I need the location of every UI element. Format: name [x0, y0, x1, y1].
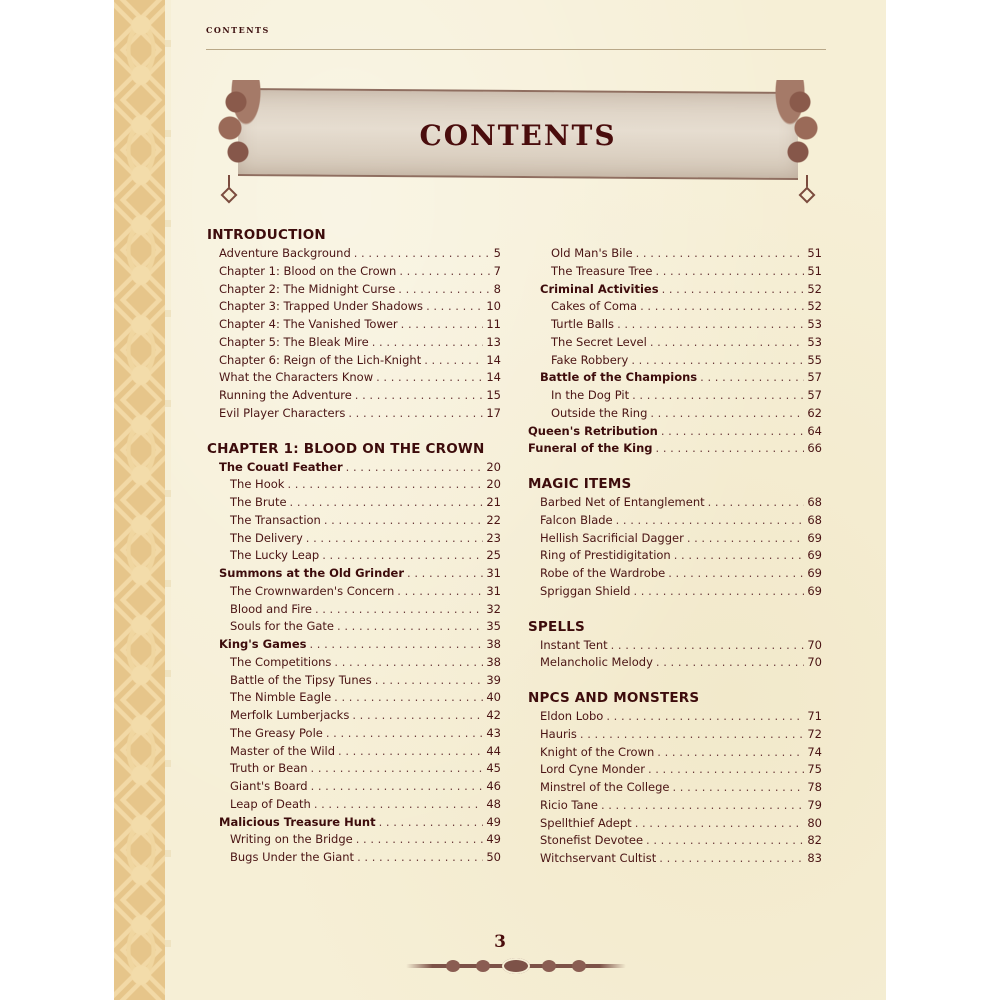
dot-leader [375, 672, 484, 690]
left-pendant-icon [228, 175, 230, 191]
toc-entry-the-brute[interactable] [207, 494, 501, 512]
toc-entry-criminal-activities[interactable] [528, 281, 822, 299]
toc-right-column [528, 245, 822, 868]
toc-entry-falcon-blade[interactable] [528, 512, 822, 530]
dot-leader [640, 298, 804, 316]
toc-entry-page: 25 [486, 548, 501, 563]
toc-entry-label: King's Games [219, 637, 307, 651]
toc-entry-label: Hauris [540, 726, 577, 741]
section-spacer [207, 423, 501, 440]
toc-entry-page: 8 [493, 281, 501, 296]
toc-entry-label: Evil Player Characters [219, 405, 346, 420]
toc-entry-page: 20 [486, 459, 501, 474]
toc-entry-page: 69 [807, 530, 822, 545]
toc-entry-page: 69 [807, 566, 822, 580]
dot-leader [311, 760, 484, 778]
toc-entry-label: Stonefist Devotee [540, 833, 644, 848]
toc-entry-label: Eldon Lobo [540, 709, 604, 723]
dot-leader [426, 298, 483, 316]
dot-leader [287, 476, 483, 494]
toc-entry-merfolk-lumberjacks[interactable] [207, 707, 501, 725]
toc-entry-page: 70 [807, 655, 822, 670]
toc-entry-page: 31 [486, 583, 501, 598]
dot-leader [655, 263, 804, 281]
toc-entry-page: 45 [486, 761, 501, 776]
dot-leader [668, 565, 804, 583]
dot-leader [352, 707, 483, 725]
dot-leader [648, 761, 804, 779]
toc-entry-label: Running the Adventure [219, 388, 352, 402]
dot-leader [337, 618, 483, 636]
dot-leader [334, 689, 483, 707]
toc-entry-melancholic-melody[interactable] [528, 654, 822, 672]
dot-leader [348, 405, 483, 423]
toc-entry-label: The Lucky Leap [230, 548, 320, 563]
toc-entry-label: Adventure Background [219, 246, 351, 260]
dot-leader [632, 387, 804, 405]
page-title: contents [419, 108, 617, 155]
dot-leader [315, 601, 483, 619]
dot-leader [601, 797, 804, 815]
toc-entry-label: Cakes of Coma [551, 299, 638, 314]
toc-entry-page: 72 [807, 726, 822, 741]
toc-entry-queen-s-retribution[interactable] [528, 423, 822, 441]
toc-entry-stonefist-devotee[interactable] [528, 832, 822, 850]
toc-entry-page: 40 [486, 690, 501, 705]
toc-entry-knight-of-the-crown[interactable] [528, 744, 822, 762]
dot-leader [687, 530, 805, 548]
toc-entry-turtle-balls[interactable] [528, 316, 822, 334]
toc-entry-souls-for-the-gate[interactable] [207, 618, 501, 636]
toc-entry-page: 69 [807, 583, 822, 598]
dot-leader [306, 530, 484, 548]
toc-entry-funeral-of-the-king[interactable] [528, 440, 822, 458]
dot-leader [346, 459, 484, 477]
toc-entry-label: Battle of the Champions [540, 370, 698, 385]
toc-entry-label: Barbed Net of Entanglement [540, 495, 705, 509]
toc-entry-page: 69 [807, 548, 822, 563]
toc-entry-page: 52 [807, 299, 822, 314]
toc-entry-label: Queen's Retribution [528, 423, 658, 438]
toc-entry-label: The Greasy Pole [230, 725, 323, 740]
toc-entry-label: The Treasure Tree [551, 263, 653, 278]
dot-leader [656, 440, 805, 458]
dot-leader [650, 405, 804, 423]
toc-entry-label: Hellish Sacrificial Dagger [540, 530, 684, 545]
toc-entry-bugs-under-the-giant[interactable] [207, 849, 501, 867]
section-spacer [528, 672, 822, 689]
toc-entry-label: Ricio Tane [540, 797, 598, 812]
dot-leader [633, 583, 804, 601]
toc-entry-outside-the-ring[interactable] [528, 405, 822, 423]
toc-entry-the-greasy-pole[interactable] [207, 725, 501, 743]
toc-entry-hauris[interactable] [528, 726, 822, 744]
toc-entry-the-delivery[interactable] [207, 530, 501, 548]
toc-entry-label: Knight of the Crown [540, 744, 655, 759]
dot-leader [397, 583, 483, 601]
dot-leader [356, 831, 484, 849]
dot-leader [379, 814, 484, 832]
toc-entry-adventure-background[interactable] [207, 245, 501, 263]
toc-entry-page: 11 [486, 317, 501, 331]
toc-entry-evil-player-characters[interactable] [207, 405, 501, 423]
toc-entry-eldon-lobo[interactable] [528, 708, 822, 726]
dot-leader [580, 726, 804, 744]
dot-leader [672, 779, 804, 797]
toc-entry-label: Spellthief Adept [540, 815, 632, 830]
dot-leader [399, 263, 490, 281]
toc-entry-label: Merfolk Lumberjacks [230, 708, 350, 722]
toc-entry-page: 22 [486, 512, 501, 527]
toc-entry-label: Minstrel of the College [540, 780, 670, 794]
toc-entry-barbed-net-of-entanglement[interactable] [528, 494, 822, 512]
toc-entry-page: 43 [486, 725, 501, 740]
toc-entry-label: Turtle Balls [551, 317, 615, 331]
toc-entry-label: Chapter 4: The Vanished Tower [219, 317, 398, 331]
toc-entry-giant-s-board[interactable] [207, 778, 501, 796]
dot-leader [708, 494, 805, 512]
toc-left-column [207, 226, 501, 867]
section-heading-npcs-and-monsters[interactable]: NPCS AND MONSTERS [528, 690, 700, 706]
toc-entry-writing-on-the-bridge[interactable] [207, 831, 501, 849]
toc-entry-label: Bugs Under the Giant [230, 850, 355, 864]
dot-leader [338, 743, 483, 761]
toc-entry-battle-of-the-champions[interactable] [528, 369, 822, 387]
dot-leader [354, 245, 491, 263]
toc-entry-label: The Transaction [230, 512, 321, 527]
toc-entry-label: Funeral of the King [528, 441, 653, 456]
toc-entry-instant-tent[interactable] [528, 637, 822, 655]
toc-entry-fake-robbery[interactable] [528, 352, 822, 370]
toc-entry-truth-or-bean[interactable] [207, 760, 501, 778]
toc-entry-witchservant-cultist[interactable] [528, 850, 822, 868]
toc-entry-page: 51 [807, 246, 822, 260]
toc-entry-page: 57 [807, 370, 822, 385]
toc-entry-battle-of-the-tipsy-tunes[interactable] [207, 672, 501, 690]
running-head: contents [206, 22, 270, 36]
title-banner [206, 80, 830, 206]
toc-entry-label: Truth or Bean [230, 761, 308, 776]
right-pendant-icon [806, 175, 808, 191]
toc-entry-blood-and-fire[interactable] [207, 601, 501, 619]
toc-entry-page: 13 [486, 334, 501, 349]
toc-entry-page: 49 [486, 832, 501, 847]
toc-entry-page: 79 [807, 797, 822, 812]
toc-entry-page: 32 [486, 601, 501, 616]
dot-leader [700, 369, 804, 387]
toc-entry-page: 51 [807, 263, 822, 278]
dot-leader [616, 512, 805, 530]
dot-leader [617, 316, 804, 334]
dot-leader [309, 636, 483, 654]
section-heading-spells[interactable]: SPELLS [528, 618, 585, 635]
toc-entry-label: Ring of Prestidigitation [540, 548, 671, 563]
toc-entry-page: 31 [486, 566, 501, 580]
toc-entry-page: 53 [807, 317, 822, 331]
dot-leader [326, 725, 484, 743]
toc-entry-lord-cyne-monder[interactable] [528, 761, 822, 779]
toc-entry-the-lucky-leap[interactable] [207, 547, 501, 565]
toc-entry-page: 49 [486, 814, 501, 829]
toc-entry-label: The Nimble Eagle [230, 690, 332, 705]
toc-entry-label: Witchservant Cultist [540, 851, 657, 865]
dot-leader [311, 778, 484, 796]
toc-entry-page: 52 [807, 281, 822, 296]
toc-entry-label: Fake Robbery [551, 352, 629, 367]
toc-entry-page: 44 [486, 743, 501, 758]
dot-leader [657, 744, 804, 762]
toc-entry-the-crownwarden-s-concern[interactable] [207, 583, 501, 601]
toc-entry-minstrel-of-the-college[interactable] [528, 779, 822, 797]
dot-leader [662, 281, 805, 299]
toc-entry-label: Souls for the Gate [230, 619, 335, 634]
toc-entry-label: The Secret Level [551, 334, 647, 349]
toc-entry-page: 75 [807, 762, 822, 777]
toc-entry-chapter-5-the-bleak-mire[interactable] [207, 334, 501, 352]
toc-entry-label: The Hook [230, 477, 285, 492]
toc-entry-label: Malicious Treasure Hunt [219, 814, 376, 829]
toc-entry-label: The Couatl Feather [219, 459, 343, 474]
toc-entry-malicious-treasure-hunt[interactable] [207, 814, 501, 832]
toc-entry-what-the-characters-know[interactable] [207, 369, 501, 387]
dot-leader [376, 369, 483, 387]
toc-entry-label: Falcon Blade [540, 512, 613, 527]
toc-entry-label: Summons at the Old Grinder [219, 566, 405, 580]
toc-entry-page: 39 [486, 672, 501, 687]
toc-entry-label: Leap of Death [230, 796, 311, 811]
dot-leader [661, 423, 805, 441]
toc-entry-label: Robe of the Wardrobe [540, 566, 666, 580]
toc-entry-label: Instant Tent [540, 637, 608, 652]
toc-entry-page: 70 [807, 637, 822, 652]
dot-leader [401, 316, 484, 334]
toc-entry-spellthief-adept[interactable] [528, 815, 822, 833]
toc-entry-king-s-games[interactable] [207, 636, 501, 654]
toc-entry-label: Blood and Fire [230, 601, 312, 616]
toc-entry-label: Battle of the Tipsy Tunes [230, 672, 372, 687]
toc-entry-ricio-tane[interactable] [528, 797, 822, 815]
toc-entry-page: 48 [486, 796, 501, 811]
toc-entry-label: Chapter 3: Trapped Under Shadows [219, 299, 424, 314]
toc-entry-page: 71 [807, 709, 822, 723]
toc-entry-label: The Crownwarden's Concern [230, 583, 395, 598]
toc-entry-page: 57 [807, 388, 822, 402]
toc-entry-page: 53 [807, 334, 822, 349]
toc-entry-page: 82 [807, 833, 822, 848]
toc-entry-label: Outside the Ring [551, 405, 648, 420]
toc-entry-chapter-6-reign-of-the-lich-knight[interactable] [207, 352, 501, 370]
toc-entry-label: Lord Cyne Monder [540, 762, 645, 777]
toc-entry-page: 42 [486, 708, 501, 722]
dot-leader [636, 245, 805, 263]
toc-entry-label: The Competitions [230, 654, 332, 669]
toc-entry-page: 23 [486, 530, 501, 545]
header-rule [206, 49, 826, 50]
toc-entry-the-couatl-feather[interactable] [207, 459, 501, 477]
dot-leader [606, 708, 804, 726]
ornamental-border [114, 0, 168, 1000]
page-number: 3 [494, 932, 506, 952]
toc-entry-chapter-1-blood-on-the-crown[interactable] [207, 263, 501, 281]
dot-leader [650, 334, 805, 352]
toc-entry-the-competitions[interactable] [207, 654, 501, 672]
toc-entry-label: Chapter 2: The Midnight Curse [219, 281, 396, 296]
section-spacer [528, 458, 822, 475]
section-heading-magic-items[interactable]: MAGIC ITEMS [528, 476, 632, 492]
toc-entry-the-secret-level[interactable] [528, 334, 822, 352]
toc-entry-hellish-sacrificial-dagger[interactable] [528, 530, 822, 548]
toc-entry-label: Chapter 1: Blood on the Crown [219, 263, 397, 278]
dot-leader [611, 637, 805, 655]
toc-entry-chapter-4-the-vanished-tower[interactable] [207, 316, 501, 334]
toc-entry-page: 35 [486, 619, 501, 634]
toc-entry-label: Spriggan Shield [540, 583, 631, 598]
dot-leader [424, 352, 483, 370]
toc-entry-label: Old Man's Bile [551, 246, 633, 260]
dot-leader [334, 654, 483, 672]
toc-entry-label: Giant's Board [230, 779, 308, 793]
section-spacer [528, 601, 822, 618]
toc-entry-label: In the Dog Pit [551, 388, 630, 402]
toc-entry-master-of-the-wild[interactable] [207, 743, 501, 761]
toc-entry-page: 74 [807, 744, 822, 759]
toc-entry-page: 14 [486, 352, 501, 367]
toc-entry-page: 83 [807, 851, 822, 865]
toc-entry-the-hook[interactable] [207, 476, 501, 494]
toc-entry-summons-at-the-old-grinder[interactable] [207, 565, 501, 583]
dot-leader [659, 850, 804, 868]
toc-entry-label: Criminal Activities [540, 281, 659, 296]
toc-entry-page: 62 [807, 405, 822, 420]
dot-leader [635, 815, 805, 833]
toc-entry-page: 7 [493, 263, 501, 278]
toc-entry-label: What the Characters Know [219, 370, 374, 385]
toc-entry-page: 17 [486, 405, 501, 420]
dot-leader [355, 387, 484, 405]
dot-leader [322, 547, 483, 565]
toc-entry-chapter-2-the-midnight-curse[interactable] [207, 281, 501, 299]
toc-entry-page: 68 [807, 512, 822, 527]
dot-leader [646, 832, 804, 850]
toc-entry-page: 20 [486, 477, 501, 492]
section-heading-introduction[interactable]: INTRODUCTION [207, 227, 326, 243]
dot-leader [290, 494, 484, 512]
toc-entry-the-treasure-tree[interactable] [528, 263, 822, 281]
dot-leader [407, 565, 483, 583]
dot-leader [656, 654, 804, 672]
dot-leader [324, 512, 484, 530]
toc-entry-page: 46 [486, 779, 501, 793]
toc-entry-page: 15 [486, 388, 501, 402]
dot-leader [674, 547, 805, 565]
toc-entry-page: 50 [486, 850, 501, 864]
toc-entry-page: 10 [486, 299, 501, 314]
toc-entry-leap-of-death[interactable] [207, 796, 501, 814]
toc-entry-old-man-s-bile[interactable] [528, 245, 822, 263]
toc-entry-in-the-dog-pit[interactable] [528, 387, 822, 405]
toc-entry-the-nimble-eagle[interactable] [207, 689, 501, 707]
dot-leader [372, 334, 484, 352]
book-page [114, 0, 886, 1000]
toc-entry-page: 55 [807, 352, 822, 367]
toc-entry-the-transaction[interactable] [207, 512, 501, 530]
section-heading-chapter-1-blood-on-the-crown[interactable]: CHAPTER 1: BLOOD ON THE CROWN [207, 440, 485, 457]
toc-entry-ring-of-prestidigitation[interactable] [528, 547, 822, 565]
toc-entry-page: 38 [486, 654, 501, 669]
toc-entry-label: Chapter 6: Reign of the Lich-Knight [219, 352, 422, 367]
toc-entry-cakes-of-coma[interactable] [528, 298, 822, 316]
toc-entry-spriggan-shield[interactable] [528, 583, 822, 601]
toc-entry-page: 66 [807, 441, 822, 456]
footer-ornament-icon [406, 958, 626, 974]
dot-leader [357, 849, 483, 867]
toc-entry-page: 64 [807, 423, 822, 438]
toc-entry-label: Writing on the Bridge [230, 832, 353, 847]
dot-leader [314, 796, 484, 814]
toc-entry-page: 14 [486, 370, 501, 385]
toc-entry-label: Melancholic Melody [540, 655, 653, 670]
dot-leader [398, 281, 490, 299]
toc-entry-page: 5 [493, 246, 501, 260]
toc-entry-page: 78 [807, 780, 822, 794]
toc-entry-label: The Brute [230, 495, 287, 509]
toc-entry-label: Master of the Wild [230, 743, 336, 758]
toc-entry-label: Chapter 5: The Bleak Mire [219, 334, 369, 349]
toc-entry-page: 38 [486, 637, 501, 651]
dot-leader [631, 352, 804, 370]
toc-entry-label: The Delivery [230, 530, 303, 545]
toc-entry-chapter-3-trapped-under-shadows[interactable] [207, 298, 501, 316]
toc-entry-page: 80 [807, 815, 822, 830]
toc-entry-robe-of-the-wardrobe[interactable] [528, 565, 822, 583]
toc-entry-page: 21 [486, 495, 501, 509]
toc-entry-page: 68 [807, 495, 822, 509]
toc-entry-running-the-adventure[interactable] [207, 387, 501, 405]
